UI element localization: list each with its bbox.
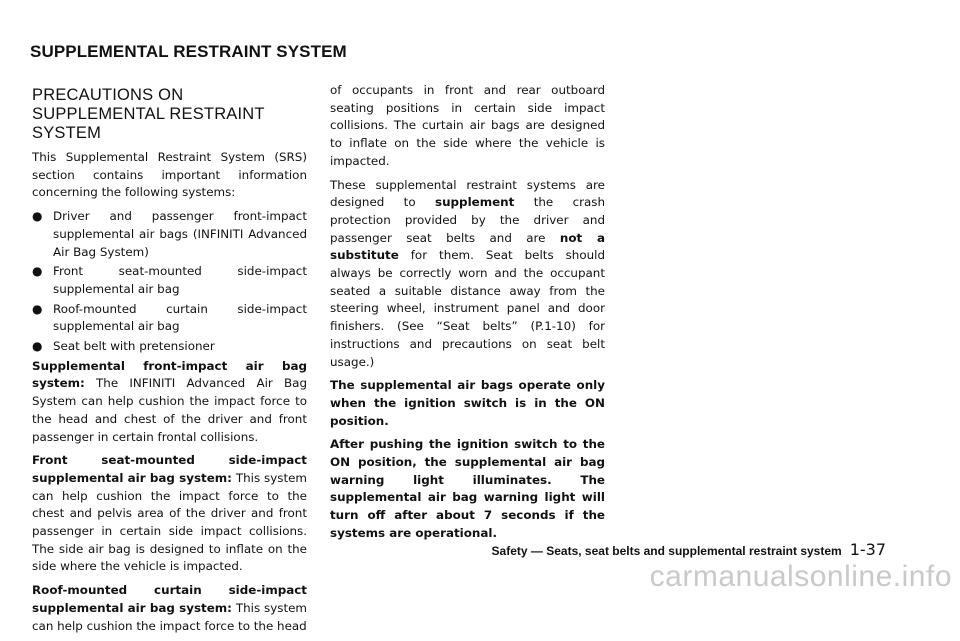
- list-item: ● Front seat-mounted side-impact supplemental air bag: [32, 264, 307, 296]
- bullet-icon: ●: [32, 339, 43, 354]
- warning-light-note: After pushing the ignition switch to the ON position, the supplemental air bag warning light illuminates. The supplemental air bag warning light will turn off after about 7 seconds if the systems are operational.: [330, 437, 605, 540]
- bullet-icon: ●: [32, 209, 43, 224]
- bullet-icon: ●: [32, 301, 43, 316]
- supplement-emphasis: supplement: [435, 195, 515, 210]
- list-item: ● Roof-mounted curtain side-impact supplemental air bag: [32, 301, 307, 334]
- page-header-title: SUPPLEMENTAL RESTRAINT SYSTEM: [30, 42, 347, 61]
- side-airbag-heading: Front seat-mounted side-impact supplemental air bag system:: [32, 453, 307, 485]
- curtain-airbag-text: This system can help cushion the impact force to the head: [32, 600, 308, 633]
- right-column: [330, 82, 605, 549]
- ignition-on-note: The supplemental air bags operate only when the ignition switch is in the ON position.: [330, 378, 605, 428]
- curtain-airbag-paragraph: [32, 582, 307, 635]
- curtain-continued-paragraph: of occupants in front and rear outboard seating positions in certain side impact collisions. The curtain air bags are designed to inflate on the side where the vehicle is impacted.: [330, 83, 605, 168]
- watermark-text: carmanualsonline.info: [649, 560, 952, 593]
- intro-paragraph: This Supplemental Restraint System (SRS) section contains important information concerning the following systems:: [32, 150, 307, 200]
- front-airbag-paragraph: [32, 358, 307, 447]
- page-footer: [492, 540, 886, 559]
- front-airbag-text: The INFINITI Advanced Air Bag System can help cushion the impact force to the head and chest of the driver and front passenger in certain frontal collisions.: [32, 376, 307, 444]
- bullet-icon: ●: [32, 264, 43, 279]
- footer-section-title: Safety — Seats, seat belts and supplemental restraint system: [491, 544, 842, 558]
- systems-list: [32, 208, 307, 356]
- list-item: ● Driver and passenger front-impact supplemental air bags (INFINITI Advanced Air Bag System): [32, 209, 307, 259]
- not-substitute-emphasis: not a substitute: [330, 230, 606, 263]
- supplement-paragraph: These supplemental restraint systems are designed to supplement the crash protection provided by the driver and passenger seat belts and are not a substitute for them. Seat belts should always be correctly worn and the occupant seated a suitable distance away from the steering wheel, instrument panel and door finishers. (See “Seat belts” (P.1-10) for instructions and precautions on seat belt usage.): [330, 177, 606, 369]
- section-title: PRECAUTIONS ON SUPPLEMENTAL RESTRAINT SYSTEM: [32, 86, 265, 142]
- curtain-airbag-heading: Roof-mounted curtain side-impact supplemental air bag system:: [32, 583, 307, 615]
- left-column: [32, 86, 307, 641]
- side-airbag-paragraph: [32, 452, 307, 576]
- list-item: ● Seat belt with pretensioner: [32, 338, 307, 356]
- front-airbag-heading: Supplemental front-impact air bag system:: [32, 358, 307, 391]
- page-number: 1-37: [849, 540, 886, 559]
- side-airbag-text: This system can help cushion the impact force to the chest and pelvis area of the driver and front passenger in certain side impact collisions. The side air bag is designed to inflate on the side where the vehicle is impacted.: [32, 470, 308, 574]
